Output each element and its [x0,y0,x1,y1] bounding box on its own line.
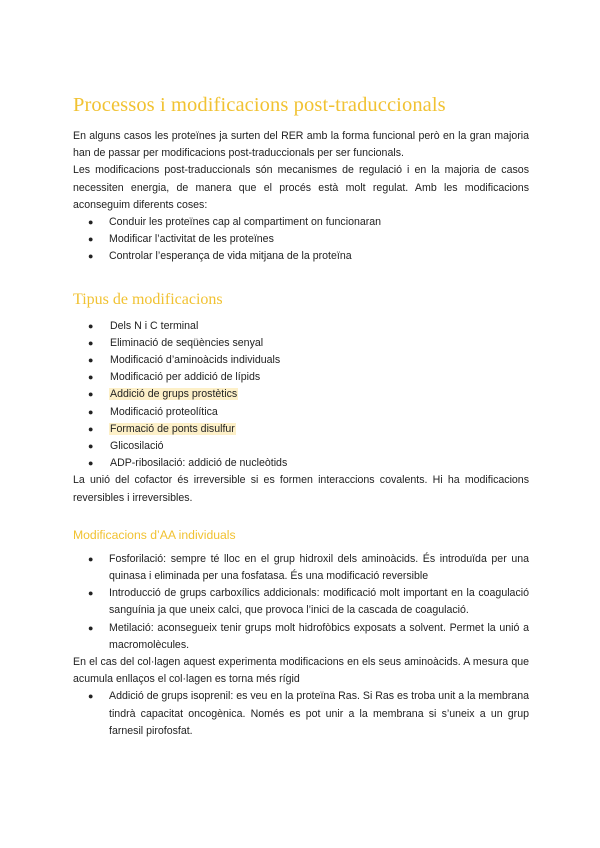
list-item [73,318,529,335]
tipus-item-text: Modificació d’aminoàcids individuals [110,354,281,367]
tipus-item-text: Dels N i C terminal [110,319,199,332]
section-heading-aa: Modificacions d’AA individuals [73,527,236,542]
list-item: ● Fosforilació: sempre té lloc en el grup hidroxil dels aminoàcids. És introduïda per una quinasa i eliminada per una fosfatasa. És una modificació reversible [88,552,529,583]
bullet-icon: ● [88,406,94,417]
bullet-icon: ● [88,251,94,262]
bullet-icon: ● [88,234,94,245]
tipus-item-text: ADP-ribosilació: addició de nucleòtids [110,457,288,470]
tipus-item-text: Glicosilació [110,440,164,453]
list-item [73,455,529,472]
document-page [73,92,529,740]
bullet-icon: ● [88,217,94,228]
bullet-icon: ● [88,691,94,702]
list-item [73,352,529,369]
intro-bullet-list [73,214,529,266]
tipus-item-text: Formació de ponts disulfur [110,422,235,435]
bullet-icon: ● [88,372,94,383]
list-item: ● Metilació: aconsegueix tenir grups molt hidrofòbics exposats a solvent. Permet la unió a macromolècules. [88,621,529,651]
collagen-paragraph: En el cas del col·lagen aquest experimenta modificacions en els seus aminoàcids. A mesura que acumula enllaços el col·lagen es torna més rígid [73,656,529,686]
list-item: ● Addició de grups isoprenil: es veu en la proteïna Ras. Si Ras es troba unit a la membrana tindrà capacitat oncogènica. Només es pot unir a la membrana si s’uneix a un grup farnesil pirofosfat. [88,690,529,737]
intro-paragraph-2: Les modificacions post-traduccionals són mecanismes de regulació i en la majoria de casos necessiten energia, de manera que el procés està molt regulat. Amb les modificacions aconseguim diferents coses: [73,164,529,211]
aa-bullet-list [73,551,529,654]
aa-bullet-list-2 [73,688,529,740]
list-item [73,335,529,352]
tipus-item-text: Addició de grups prostètics [110,388,238,401]
bullet-icon: ● [88,320,94,331]
bullet-icon: ● [88,458,94,469]
section-heading-tipus: Tipus de modificacions [73,290,223,308]
page-title: Processos i modificacions post-traduccionals [73,94,446,116]
tipus-item-text: Eliminació de seqüències senyal [110,336,264,349]
bullet-icon: ● [88,441,94,452]
intro-paragraph-1: En alguns casos les proteïnes ja surten del RER amb la forma funcional però en la gran majoria han de passar per modificacions post-traduccionals per ser funcionals. [73,130,529,160]
list-item-highlighted [73,421,529,438]
bullet-icon: ● [88,423,94,434]
list-item-highlighted [73,386,529,403]
list-item [73,369,529,386]
bullet-icon: ● [88,389,94,400]
list-item [73,438,529,455]
bullet-icon: ● [88,337,94,348]
tipus-paragraph: La unió del cofactor és irreversible si es formen interaccions covalents. Hi ha modificacions reversibles i irreversibles. [73,474,529,504]
list-item: ● Conduir les proteïnes cap al compartiment on funcionaran [73,214,529,231]
bullet-icon: ● [88,622,94,633]
bullet-icon: ● [88,588,94,599]
bullet-icon: ● [88,355,94,366]
list-item [73,404,529,421]
list-item: ● Modificar l’activitat de les proteïnes [73,231,529,248]
bullet-icon: ● [88,553,94,564]
tipus-list [73,318,529,473]
tipus-item-text: Modificació per addició de lípids [110,371,261,384]
list-item: ● Controlar l’esperança de vida mitjana de la proteïna [73,248,529,265]
tipus-item-text: Modificació proteolítica [110,405,218,418]
list-item: ● Introducció de grups carboxílics addicionals: modificació molt important en la coagulació sanguínia ja que uneix calci, que provoca l’inici de la cascada de coagulació. [88,587,529,617]
